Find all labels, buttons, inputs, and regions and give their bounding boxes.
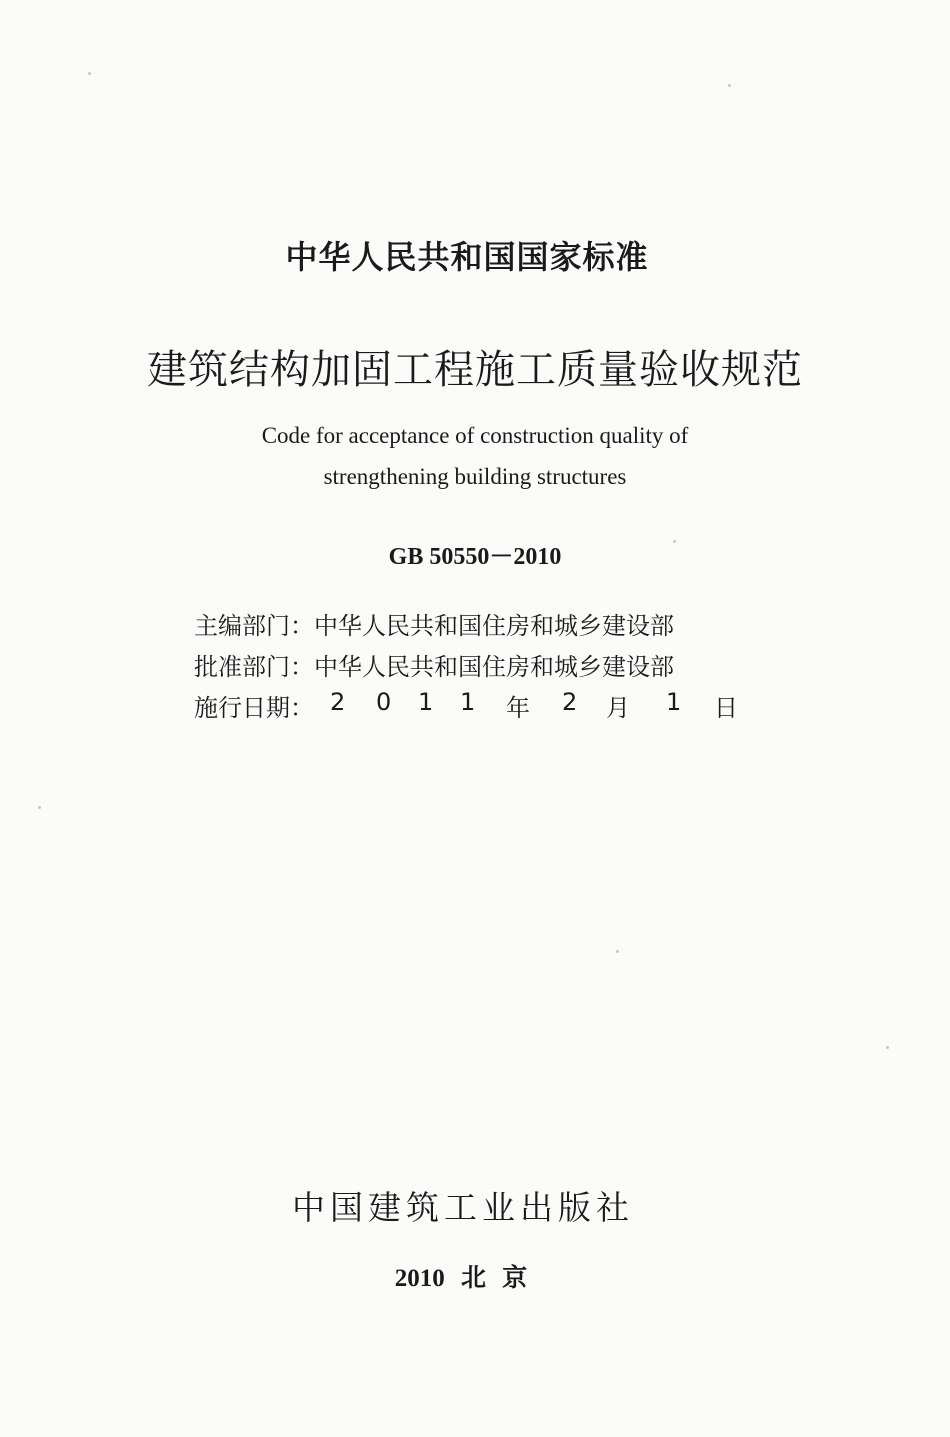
- title-english-line-1: Code for acceptance of construction quality of: [261, 423, 689, 448]
- scan-speck: [886, 1046, 889, 1049]
- approver-department-label: 批准部门：: [194, 653, 314, 681]
- effective-date-char: 年: [506, 694, 530, 722]
- title-chinese: 建筑结构加固工程施工质量验收规范: [147, 347, 803, 393]
- effective-date-label: 施行日期：: [194, 694, 314, 722]
- approver-department-row: [194, 647, 754, 682]
- editor-department-value: 中华人民共和国住房和城乡建设部: [314, 612, 674, 640]
- title-english-line-2: strengthening building structures: [323, 464, 627, 489]
- scan-speck: [88, 72, 91, 75]
- effective-date-row: [194, 688, 754, 720]
- imprint-year-city: 2010 北 京: [394, 1265, 528, 1292]
- scan-speck: [728, 84, 731, 87]
- effective-date-char: 2: [562, 688, 578, 716]
- standard-series-heading: 中华人民共和国国家标准: [285, 238, 649, 276]
- approver-department-value: 中华人民共和国住房和城乡建设部: [314, 653, 674, 681]
- scan-speck: [38, 806, 41, 809]
- effective-date-char: 月: [606, 694, 630, 722]
- editor-department-row: [194, 606, 754, 641]
- effective-date-char: 2: [330, 688, 346, 716]
- effective-date-char: 1: [666, 688, 682, 716]
- effective-date-char: 0: [376, 688, 392, 716]
- scan-speck: [616, 950, 619, 953]
- effective-date-char: 日: [714, 694, 738, 722]
- effective-date-char: 1: [418, 688, 434, 716]
- scan-speck: [673, 540, 676, 543]
- editor-department-label: 主编部门：: [194, 612, 314, 640]
- effective-date-char: 1: [460, 688, 476, 716]
- standard-code: GB 50550－2010: [388, 544, 562, 570]
- publisher-name: 中国建筑工业出版社: [292, 1188, 634, 1227]
